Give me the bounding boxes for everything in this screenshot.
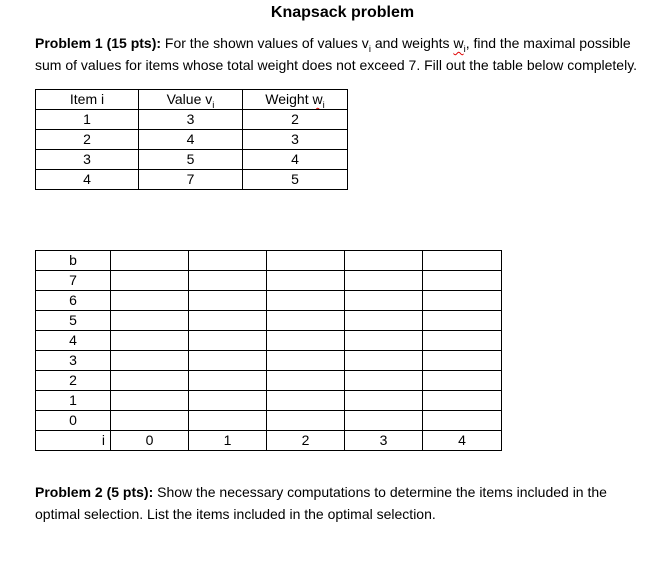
- dp-cell[interactable]: [189, 331, 267, 351]
- problem1-body-a: For the shown values of values v: [161, 35, 369, 51]
- dp-col-label: 4: [423, 431, 502, 451]
- dp-cell[interactable]: [267, 271, 345, 291]
- item-weight-cell: 2: [243, 110, 348, 130]
- dp-cell[interactable]: [111, 271, 189, 291]
- dp-row-label: 7: [36, 271, 111, 291]
- dp-cell[interactable]: [423, 271, 502, 291]
- dp-table-row: [36, 311, 502, 331]
- dp-cell[interactable]: [189, 371, 267, 391]
- dp-col-label: 0: [111, 431, 189, 451]
- dp-cell[interactable]: [345, 331, 423, 351]
- item-value-cell: 4: [139, 130, 243, 150]
- dp-cell[interactable]: [423, 391, 502, 411]
- dp-cell[interactable]: [267, 371, 345, 391]
- item-number-cell: 3: [36, 150, 139, 170]
- dp-col-label: 1: [189, 431, 267, 451]
- dp-row-label: 5: [36, 311, 111, 331]
- dp-cell[interactable]: [267, 391, 345, 411]
- dp-cell[interactable]: [267, 331, 345, 351]
- dp-cell[interactable]: [423, 371, 502, 391]
- dp-cell[interactable]: [111, 411, 189, 431]
- problem1-body-c: , find the maximal possible sum of values for items whose total weight does not exceed 7. Fill out the table below completely.: [35, 35, 638, 73]
- dp-cell[interactable]: [345, 291, 423, 311]
- problem2-statement: [35, 481, 650, 525]
- dp-cell[interactable]: [423, 331, 502, 351]
- item-number-cell: 2: [36, 130, 139, 150]
- item-weight-cell: 5: [243, 170, 348, 190]
- document-title: Knapsack problem: [270, 4, 415, 21]
- dp-table-axis-row: [36, 431, 502, 451]
- item-number-cell: 4: [36, 170, 139, 190]
- header-weight-label: Weight: [265, 91, 313, 107]
- items-table-header-item: [36, 90, 139, 110]
- dp-table: [35, 250, 502, 451]
- dp-table-row: [36, 351, 502, 371]
- dp-cell[interactable]: [189, 351, 267, 371]
- items-table-header-value: [139, 90, 243, 110]
- dp-row-label: 2: [36, 371, 111, 391]
- dp-row-label: 4: [36, 331, 111, 351]
- dp-col-label: 2: [267, 431, 345, 451]
- dp-cell[interactable]: [111, 291, 189, 311]
- dp-cell[interactable]: [423, 251, 502, 271]
- dp-table-row: [36, 391, 502, 411]
- problem1-heading: Problem 1 (15 pts):: [35, 35, 162, 51]
- w-subscript: i: [322, 99, 325, 110]
- w-letter: w: [312, 91, 323, 107]
- items-table-row: [36, 150, 348, 170]
- dp-cell[interactable]: [267, 311, 345, 331]
- problem1-body-b: and weights: [370, 35, 454, 51]
- dp-cell[interactable]: [267, 411, 345, 431]
- items-table-header-row: [36, 90, 348, 110]
- dp-table-row: [36, 271, 502, 291]
- dp-cell[interactable]: [423, 311, 502, 331]
- dp-cell[interactable]: [267, 291, 345, 311]
- w-letter: w: [453, 35, 464, 51]
- dp-row-label: 0: [36, 411, 111, 431]
- dp-cell[interactable]: [189, 291, 267, 311]
- dp-cell[interactable]: [111, 391, 189, 411]
- dp-cell[interactable]: [111, 351, 189, 371]
- dp-col-label: 3: [345, 431, 423, 451]
- dp-table-row: [36, 291, 502, 311]
- dp-table-row: [36, 371, 502, 391]
- dp-cell[interactable]: [423, 411, 502, 431]
- dp-cell[interactable]: [345, 271, 423, 291]
- problem1-statement: [35, 32, 650, 76]
- dp-cell[interactable]: [189, 271, 267, 291]
- dp-cell[interactable]: [345, 251, 423, 271]
- dp-cell[interactable]: [345, 371, 423, 391]
- item-weight-cell: 4: [243, 150, 348, 170]
- items-table-row: [36, 110, 348, 130]
- dp-cell[interactable]: [345, 351, 423, 371]
- dp-row-label: 1: [36, 391, 111, 411]
- dp-cell[interactable]: [111, 251, 189, 271]
- dp-cell[interactable]: [189, 251, 267, 271]
- w-subscript: i: [463, 43, 466, 55]
- dp-cell[interactable]: [111, 311, 189, 331]
- dp-corner-label: i: [36, 431, 111, 451]
- dp-cell[interactable]: [345, 311, 423, 331]
- item-value-cell: 7: [139, 170, 243, 190]
- items-table-header-weight: [243, 90, 348, 110]
- dp-table-row: [36, 251, 502, 271]
- items-table-row: [36, 170, 348, 190]
- dp-row-label: b: [36, 251, 111, 271]
- item-value-cell: 3: [139, 110, 243, 130]
- v-subscript: i: [368, 43, 371, 55]
- dp-cell[interactable]: [345, 391, 423, 411]
- item-number-cell: 1: [36, 110, 139, 130]
- dp-row-label: 3: [36, 351, 111, 371]
- dp-cell[interactable]: [189, 311, 267, 331]
- items-table: [35, 89, 348, 190]
- misspelled-word: [312, 91, 325, 110]
- header-item-label: Item i: [69, 91, 105, 107]
- dp-cell[interactable]: [423, 291, 502, 311]
- misspelled-word: [453, 35, 466, 55]
- dp-cell[interactable]: [267, 251, 345, 271]
- dp-table-row: [36, 331, 502, 351]
- value-subscript: i: [212, 99, 215, 110]
- dp-cell[interactable]: [423, 351, 502, 371]
- dp-cell[interactable]: [267, 351, 345, 371]
- dp-cell[interactable]: [345, 411, 423, 431]
- items-table-row: [36, 130, 348, 150]
- problem2-body: Show the necessary computations to determine the items included in the optimal selection. List the items included in the optimal selection.: [35, 484, 607, 522]
- dp-row-label: 6: [36, 291, 111, 311]
- dp-cell[interactable]: [189, 411, 267, 431]
- dp-cell[interactable]: [111, 331, 189, 351]
- item-weight-cell: 3: [243, 130, 348, 150]
- dp-cell[interactable]: [111, 371, 189, 391]
- dp-cell[interactable]: [189, 391, 267, 411]
- dp-table-row: [36, 411, 502, 431]
- item-value-cell: 5: [139, 150, 243, 170]
- problem2-heading: Problem 2 (5 pts):: [35, 484, 154, 500]
- header-value-label: Value v: [166, 91, 213, 107]
